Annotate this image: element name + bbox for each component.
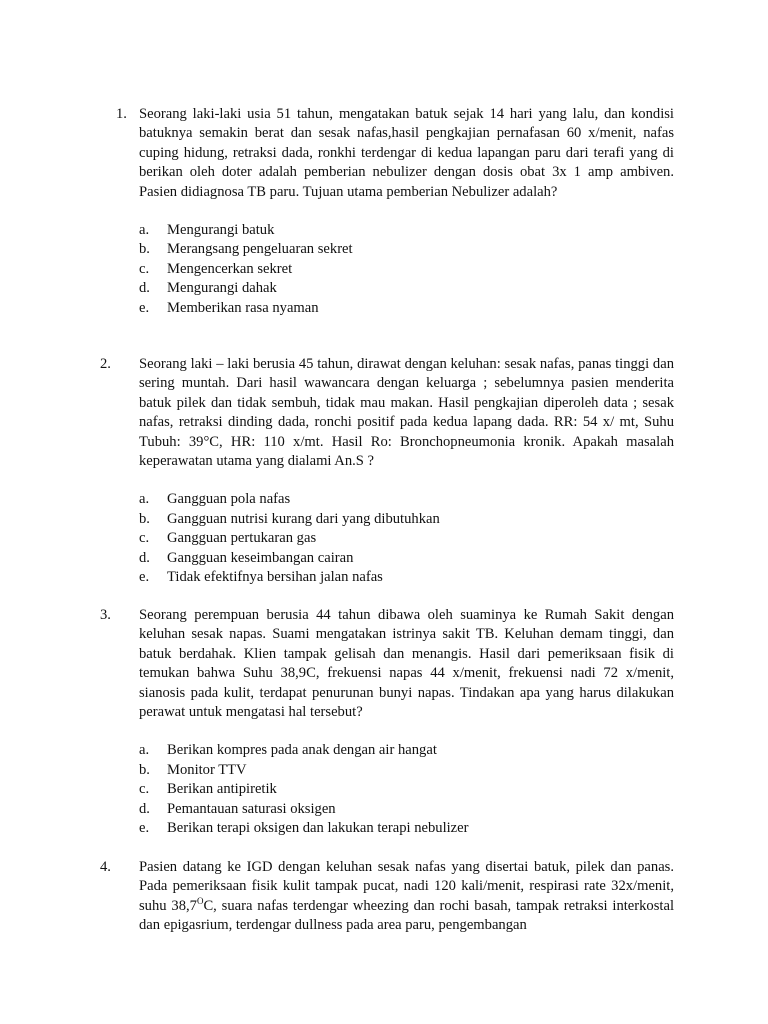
option-text: Gangguan pertukaran gas [167, 530, 317, 547]
option-text: Berikan kompres pada anak dengan air hangat [167, 742, 437, 759]
option-letter: c. [139, 260, 150, 277]
option-item [139, 240, 674, 259]
option-item [139, 800, 674, 819]
option-item [139, 529, 674, 548]
option-item [139, 260, 674, 279]
option-text: Mengurangi dahak [167, 280, 277, 297]
option-letter: b. [139, 510, 150, 527]
option-text: Mengencerkan sekret [167, 260, 293, 277]
option-letter: d. [139, 800, 150, 817]
option-item [139, 761, 674, 780]
option-item [139, 221, 674, 240]
option-list [139, 741, 674, 838]
option-item [139, 279, 674, 298]
option-text: Berikan terapi oksigen dan lakukan terapi nebulizer [167, 820, 469, 837]
question-text-part: Pasien datang ke IGD dengan keluhan sesak nafas yang disertai batuk, pilek dan panas. Pada pemeriksaan fisik kulit tampak pucat, nadi 120 kali/menit, respirasi rate 32x/menit, suhu 38,7 [139, 859, 674, 914]
option-letter: c. [139, 781, 150, 798]
option-letter: b. [139, 241, 150, 258]
question-2 [100, 355, 674, 587]
question-text-part: C, suara nafas terdengar wheezing dan rochi basah, tampak retraksi interkostal dan epigasrium, terdengar dullness pada area paru, pengembangan [139, 897, 674, 934]
option-letter: b. [139, 761, 150, 778]
option-list [139, 221, 674, 318]
option-text: Pemantauan saturasi oksigen [167, 800, 336, 817]
question-1 [100, 105, 674, 318]
option-text: Gangguan pola nafas [167, 491, 291, 508]
option-letter: d. [139, 280, 150, 297]
option-text: Memberikan rasa nyaman [167, 299, 319, 316]
option-letter: d. [139, 549, 150, 566]
question-number: 3. [100, 607, 111, 623]
option-text: Berikan antipiretik [167, 781, 277, 798]
option-text: Tidak efektifnya bersihan jalan nafas [167, 569, 383, 586]
option-letter: c. [139, 530, 150, 547]
option-item [139, 549, 674, 568]
question-4 [100, 858, 674, 936]
question-text [139, 858, 674, 936]
option-list [139, 490, 674, 587]
option-item [139, 510, 674, 529]
option-item [139, 490, 674, 509]
option-text: Gangguan nutrisi kurang dari yang dibutuhkan [167, 510, 440, 527]
option-letter: a. [139, 742, 150, 759]
option-item [139, 819, 674, 838]
option-letter: e. [139, 299, 150, 316]
question-text: Seorang perempuan berusia 44 tahun dibawa oleh suaminya ke Rumah Sakit dengan keluhan sesak napas. Suami mengatakan istrinya sakit TB. Keluhan demam tinggi, dan batuk berdahak. Klien tampak gelisah dan menangis. Hasil dari pemeriksaan fisik di temukan bahwa Suhu 38,9C, frekuensi napas 44 x/menit, frekuensi nadi 72 x/menit, sianosis pada kulit, terdapat penurunan bunyi napas. Tindakan apa yang harus dilakukan perawat untuk mengatasi hal tersebut? [139, 607, 674, 721]
option-text: Gangguan keseimbangan cairan [167, 549, 354, 566]
option-item [139, 568, 674, 587]
question-text: Seorang laki – laki berusia 45 tahun, dirawat dengan keluhan: sesak nafas, panas tinggi dan sering muntah. Dari hasil wawancara dengan keluarga ; sebelumnya pasien menderita batuk pilek dan tidak sembuh, tidak mau makan. Hasil pengkajian diperoleh data ; sesak nafas, retraksi dinding dada, ronchi positif pada kedua lapang dada. RR: 54 x/ mt, Suhu Tubuh: 39°C, HR: 110 x/mt. Hasil Ro: Bronchopneumonia kronik. Apakah masalah keperawatan utama yang dialami An.S ? [139, 356, 674, 470]
option-letter: e. [139, 820, 150, 837]
question-number: 1. [116, 106, 127, 122]
option-letter: a. [139, 491, 150, 508]
option-text: Mengurangi batuk [167, 222, 275, 239]
question-number: 4. [100, 859, 111, 875]
question-number: 2. [100, 356, 111, 372]
superscript-degree: O [196, 895, 204, 906]
option-letter: a. [139, 222, 150, 239]
option-text: Monitor TTV [167, 761, 247, 778]
option-text: Merangsang pengeluaran sekret [167, 241, 353, 258]
option-item [139, 780, 674, 799]
option-item [139, 741, 674, 760]
question-text: Seorang laki-laki usia 51 tahun, mengatakan batuk sejak 14 hari yang lalu, dan kondisi batuknya semakin berat dan sesak nafas,hasil pengkajian pernafasan 60 x/menit, nafas cuping hidung, retraksi dada, ronkhi terdengar di kedua lapangan paru dari terafi yang di berikan oleh doter adalah pemberian nebulizer dengan dosis obat 3x 1 amp ambiven. Pasien didiagnosa TB paru. Tujuan utama pemberian Nebulizer adalah? [139, 106, 674, 200]
option-item [139, 299, 674, 318]
question-3 [100, 606, 674, 838]
option-letter: e. [139, 569, 150, 586]
